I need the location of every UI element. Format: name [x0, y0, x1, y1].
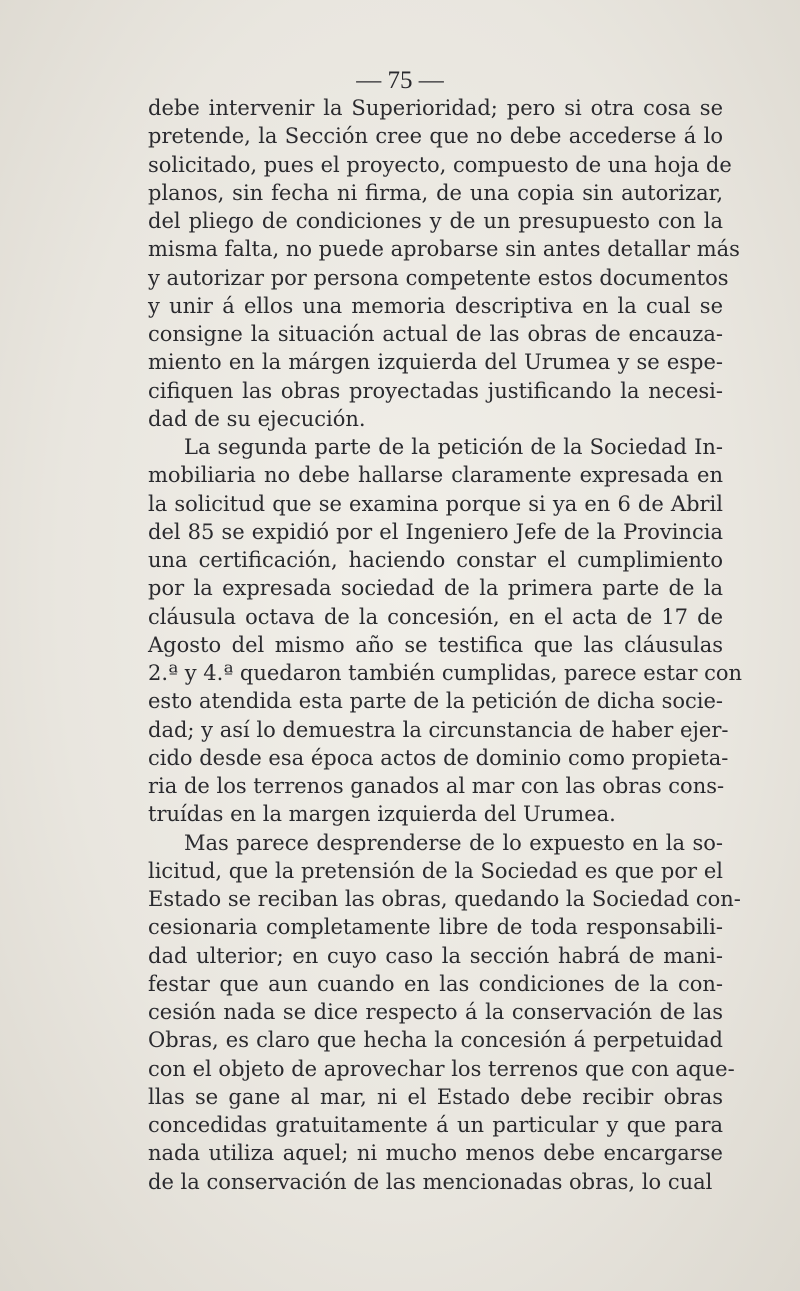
text-line: del pliego de condiciones y de un presupuesto con la [148, 209, 723, 233]
text-line: Estado se reciban las obras, quedando la Sociedad con- [148, 887, 741, 911]
page-number: — 75 — [356, 67, 444, 94]
text-line: con el objeto de aprovechar los terrenos que con aque- [148, 1056, 735, 1081]
text-line: miento en la márgen izquierda del Urumea y se espe- [148, 350, 723, 375]
text-line: nada utiliza aquel; ni mucho menos debe encargarse [148, 1141, 723, 1166]
text-line: La segunda parte de la petición de la Sociedad In- [184, 435, 723, 459]
text-line: cifiquen las obras proyectadas justificando la necesi- [148, 378, 723, 403]
text-line: truídas en la margen izquierda del Urumea. [148, 802, 616, 827]
text-line: por la expresada sociedad de la primera parte de la [148, 576, 723, 601]
text-line: licitud, que la pretensión de la Sociedad es que por el [148, 858, 723, 883]
text-line: esto atendida esta parte de la petición de dicha socie- [148, 689, 723, 714]
text-line: llas se gane al mar, ni el Estado debe recibir obras [148, 1084, 723, 1109]
text-line: cesión nada se dice respecto á la conservación de las [148, 1000, 723, 1024]
body-text [148, 94, 743, 1196]
text-line: dad; y así lo demuestra la circunstancia de haber ejer- [148, 717, 729, 742]
text-line: festar que aun cuando en las condiciones de la con- [148, 971, 723, 996]
text-line: ria de los terrenos ganados al mar con las obras cons- [148, 774, 725, 798]
text-line: misma falta, no puede aprobarse sin antes detallar más [148, 237, 740, 262]
text-line: y unir á ellos una memoria descriptiva en la cual se [148, 293, 723, 318]
text-line: Obras, es claro que hecha la concesión á perpetuidad [148, 1028, 723, 1053]
text-line: 2.ª y 4.ª quedaron también cumplidas, parece estar con [148, 661, 743, 685]
text-line: cesionaria completamente libre de toda responsabili- [148, 915, 723, 940]
text-line: debe intervenir la Superioridad; pero si otra cosa se [148, 96, 723, 120]
text-line: la solicitud que se examina porque si ya en 6 de Abril [148, 491, 723, 516]
text-line: de la conservación de las mencionadas obras, lo cual [148, 1169, 713, 1194]
text-line: Mas parece desprenderse de lo expuesto en la so- [184, 830, 723, 855]
text-line: consigne la situación actual de las obras de encauza- [148, 322, 723, 346]
text-line: cláusula octava de la concesión, en el acta de 17 de [148, 604, 723, 629]
text-line: solicitado, pues el proyecto, compuesto de una hoja de [148, 152, 732, 177]
text-line: y autorizar por persona competente estos documentos [148, 265, 729, 290]
text-line: Agosto del mismo año se testifica que las cláusulas [148, 632, 723, 657]
text-line: planos, sin fecha ni firma, de una copia sin autorizar, [148, 180, 723, 205]
text-line: cido desde esa época actos de dominio como propieta- [148, 745, 729, 770]
text-line: mobiliaria no debe hallarse claramente expresada en [148, 463, 723, 488]
text-line: del 85 se expidió por el Ingeniero Jefe de la Provincia [148, 519, 723, 544]
text-line: una certificación, haciendo constar el cumplimiento [148, 548, 723, 572]
text-line: concedidas gratuitamente á un particular y que para [148, 1113, 723, 1137]
text-line: dad de su ejecución. [148, 406, 366, 431]
text-line: pretende, la Sección cree que no debe accederse á lo [148, 124, 723, 149]
text-line: dad ulterior; en cuyo caso la sección habrá de mani- [148, 943, 723, 968]
